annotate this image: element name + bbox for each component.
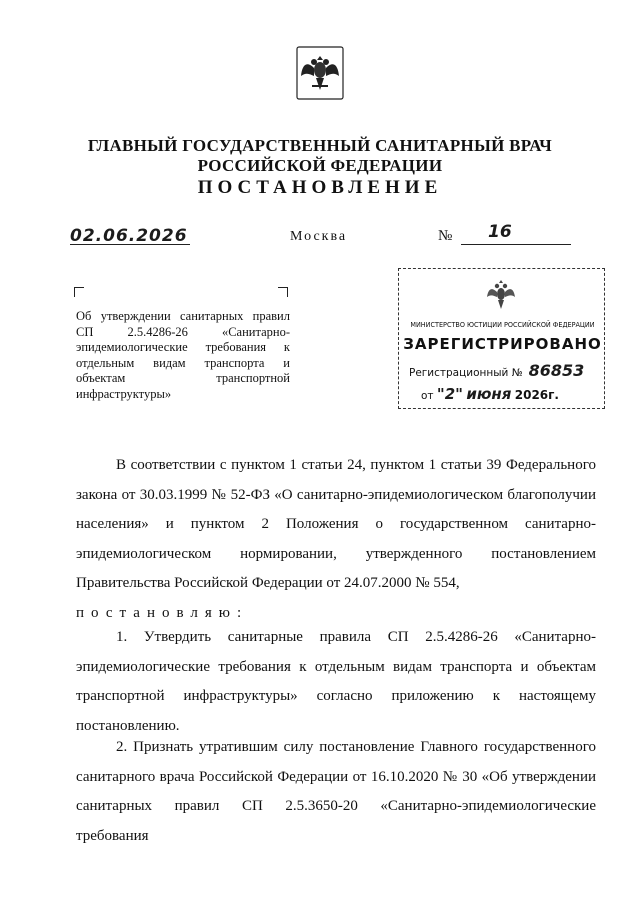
document-number: 16 <box>488 222 512 242</box>
russian-coat-of-arms-icon <box>296 46 344 100</box>
stamp-reg-label: Регистрационный № <box>409 367 523 379</box>
city: Москва <box>290 229 348 244</box>
stamp-date-from: от <box>421 390 434 402</box>
stamp-registration-row <box>409 361 604 380</box>
issuer-title-line2: РОССИЙСКОЙ ФЕДЕРАЦИИ <box>197 156 443 175</box>
stamp-registered: ЗАРЕГИСТРИРОВАНО <box>403 335 602 353</box>
stamp-date-row <box>421 385 601 403</box>
body-paragraph-item1: 1. Утвердить санитарные правила СП 2.5.4286-26 «Санитарно-эпидемиологические требования к отдельным видам транспорта и объектам транспортной инфраструктуры» согласно приложению к настоящему постановлению. <box>76 629 596 734</box>
number-underline <box>461 244 571 245</box>
resolve-word: постановляю: <box>76 605 249 621</box>
subject-corner-right <box>278 287 288 297</box>
registration-stamp <box>398 268 605 409</box>
stamp-date-day: "2" <box>436 385 463 403</box>
body-paragraph-item2: 2. Признать утратившим силу постановление Главного государственного санитарного врача Российской Федерации от 16.10.2020 № 30 «Об утверждении санитарных правил СП 2.5.3650-20 «Санитарно-эпидемиологические требования <box>76 739 596 844</box>
document-date: 02.06.2026 <box>70 226 188 246</box>
body-paragraph-preamble: В соответствии с пунктом 1 статьи 24, пунктом 1 статьи 39 Федерального закона от 30.03.1999 № 52-ФЗ «О санитарно-эпидемиологическом благополучии населения» и пунктом 2 Положения о государственном санитарно-эпидемиологическом нормировании, утвержденного постановлением Правительства Российской Федерации от 24.07.2000 № 554, <box>76 457 596 591</box>
stamp-date-month: июня <box>466 385 512 403</box>
subject-corner-left <box>74 287 84 297</box>
stamp-ministry: МИНИСТЕРСТВО ЮСТИЦИИ РОССИЙСКОЙ ФЕДЕРАЦИИ <box>410 320 595 329</box>
stamp-coat-of-arms-icon <box>484 276 518 312</box>
document-subject: Об утверждении санитарных правил СП 2.5.4286-26 «Санитарно-эпидемиологические требования к отдельным видам транспорта и объектам транспортной инфраструктуры» <box>76 309 290 401</box>
document-type: ПОСТАНОВЛЕНИЕ <box>197 177 443 198</box>
stamp-date-year: 2026г. <box>514 388 559 402</box>
stamp-reg-number: 86853 <box>528 361 585 380</box>
number-sign: № <box>438 228 453 244</box>
date-underline <box>70 244 190 245</box>
issuer-title-line1: ГЛАВНЫЙ ГОСУДАРСТВЕННЫЙ САНИТАРНЫЙ ВРАЧ <box>87 136 553 155</box>
